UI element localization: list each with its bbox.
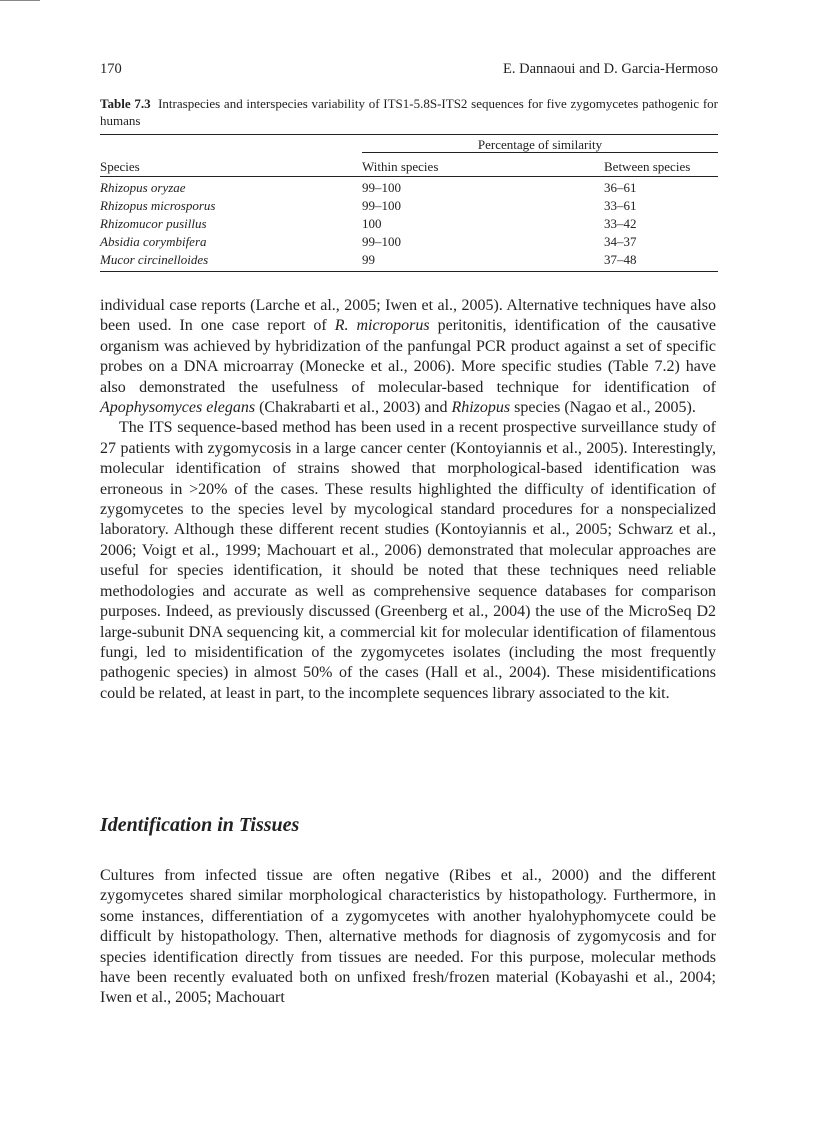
table-cell-within: 99 [362, 252, 375, 267]
table-cell-species: Mucor circinelloides [100, 252, 209, 267]
table-top-rule [100, 134, 718, 135]
column-header-between: Between species [604, 159, 691, 174]
paragraph: Cultures from infected tissue are often negative (Ribes et al., 2000) and the different zygomycetes shared similar morphological characteristics by histopathology. Furthermore, in some instances, differentiation of a zygomycetes with another hyalohyphomycete could be difficult by histopathology. Then, alternative methods for diagnosis of zygomycosis and for species identification directly from tissues are needed. For this purpose, molecular methods have been recently evaluated both on unfixed fresh/frozen material (Kobayashi et al., 2004; Iwen et al., 2005; Machouart [100, 867, 716, 1007]
species-name: Apophysomyces elegans [100, 399, 256, 417]
table-cell-between: 36–61 [604, 180, 637, 195]
table-cell-within: 99–100 [362, 180, 401, 195]
paragraph: The ITS sequence-based method has been used in a recent prospective surveillance study of 27 patients with zygomycosis in a large cancer center (Kontoyiannis et al., 2005). Interestingly, molecular identification of strains showed that morphological-based identification was erroneous in >20% of the cases. These results highlighted the difficulty of identification of zygomycetes to the species level by mycological standard procedures for a nonspecialized laboratory. Although these different recent studies (Kontoyiannis et al., 2005; Schwarz et al., 2006; Voigt et al., 1999; Machouart et al., 2006) demonstrated that molecular approaches are useful for species identification, it should be noted that these techniques need reliable methodologies and accurate as well as comprehensive sequence databases for comparison purposes. Indeed, as previously discussed (Greenberg et al., 2004) the use of the MicroSeq D2 large-subunit DNA sequencing kit, a commercial kit for molecular identification of filamentous fungi, led to misidentification of the zygomycetes isolates (including the most frequently pathogenic species) in almost 50% of the cases (Hall et al., 2004). These misidentifications could be related, at least in part, to the incomplete sequences library associated to the kit. [100, 419, 716, 702]
genus-name: Rhizopus [451, 399, 511, 417]
body-text-block [100, 296, 716, 704]
paragraph-text: peritonitis, identification of the causative organism was achieved by hybridization of the panfungal PCR product against a set of specific probes on a DNA microarray (Monecke et al., 2006). More specific studies (Table 7.2) have also demonstrated the usefulness of molecular-based technique for identification of [100, 317, 716, 396]
running-head-authors: E. Dannaoui and D. Garcia-Hermoso [502, 61, 718, 77]
section-body [100, 866, 716, 1009]
table-header-rule [100, 176, 718, 177]
paragraph-text: species (Nagao et al., 2005). [510, 399, 696, 417]
column-header-within: Within species [362, 159, 439, 174]
table-group-rule [362, 152, 718, 153]
table-cell-species: Rhizopus microsporus [100, 198, 216, 213]
table-cell-between: 33–42 [604, 216, 637, 231]
table-cell-between: 37–48 [604, 252, 637, 267]
paragraph-text: individual case reports (Larche et al., 2005; Iwen et al., 2005). Alternative techniques have also been used. In one case report of [100, 297, 716, 335]
table-cell-within: 99–100 [362, 198, 401, 213]
page-corner-rule [0, 0, 40, 4]
table-label: Table 7.3 [100, 96, 151, 111]
table-group-header: Percentage of similarity [477, 137, 603, 152]
table-cell-within: 100 [362, 216, 382, 231]
table-cell-species: Rhizopus oryzae [100, 180, 186, 195]
paragraph-text: (Chakrabarti et al., 2003) and [255, 399, 452, 417]
table-cell-within: 99–100 [362, 234, 401, 249]
table-bottom-rule [100, 271, 718, 272]
table-caption [100, 95, 718, 129]
page-number: 170 [100, 61, 122, 77]
table-cell-species: Absidia corymbifera [100, 234, 207, 249]
column-header-species: Species [100, 159, 140, 174]
table-cell-species: Rhizomucor pusillus [100, 216, 207, 231]
section-heading: Identification in Tissues [100, 814, 300, 836]
table-cell-between: 34–37 [604, 234, 637, 249]
table-cell-between: 33–61 [604, 198, 637, 213]
paragraph [100, 296, 716, 418]
species-name: R. microporus [334, 317, 430, 335]
table-caption-text: Intraspecies and interspecies variability of ITS1-5.8S-ITS2 sequences for five zygomycetes pathogenic for humans [100, 96, 719, 128]
